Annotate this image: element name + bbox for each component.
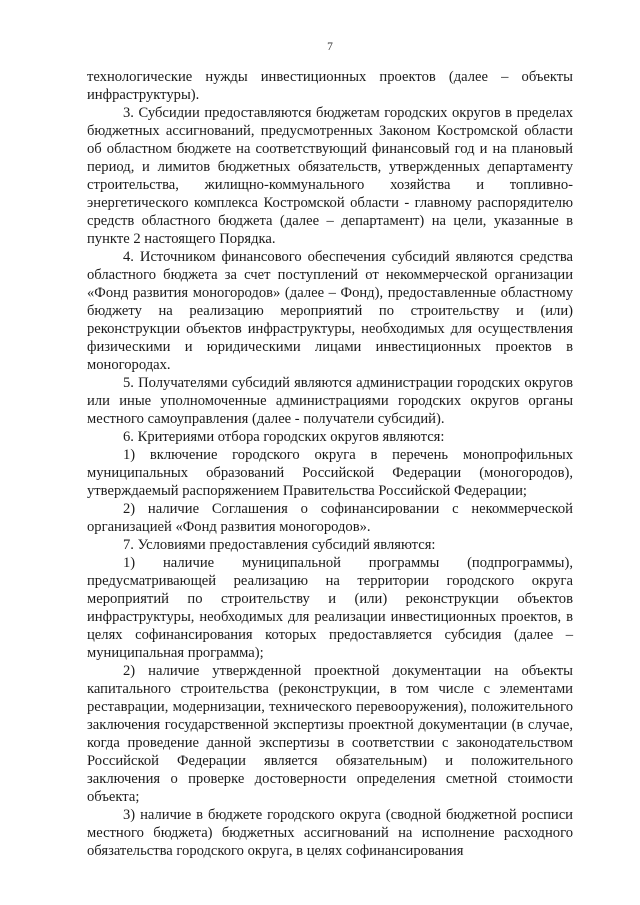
paragraph-item-7: 7. Условиями предоставления субсидий являются:: [123, 537, 436, 553]
page-number: 7: [327, 41, 333, 53]
document-body: [87, 68, 573, 860]
paragraph-item-7-1: 1) наличие муниципальной программы (подпрограммы), предусматривающей реализацию на территории городского округа мероприятий по строительству и (или) реконструкции объектов инфраструктуры, необходимых для реализации инвестиционных проектов, в целях софинансирования которых предоставляется субсидия (далее – муниципальная программа);: [87, 555, 573, 661]
paragraph-item-6-2: 2) наличие Соглашения о софинансировании с некоммерческой организацией «Фонд развития моногородов».: [87, 501, 573, 535]
paragraph-item-6-1: 1) включение городского округа в перечень монопрофильных муниципальных образований Российской Федерации (моногородов), утверждаемый распоряжением Правительства Российской Федерации;: [87, 447, 573, 499]
paragraph-item-5: 5. Получателями субсидий являются администрации городских округов или иные уполномоченные администрациями городских округов органы местного самоуправления (далее - получатели субсидий).: [87, 375, 573, 427]
paragraph-continuation: технологические нужды инвестиционных проектов (далее – объекты инфраструктуры).: [87, 69, 573, 103]
paragraph-item-7-2: 2) наличие утвержденной проектной документации на объекты капитального строительства (реконструкции, в том числе с элементами реставрации, модернизации, технического перевооружения), положительного заключения государственной экспертизы проектной документации (в случае, когда проведение данной экспертизы в соответствии с законодательством Российской Федерации является обязательным) и положительного заключения о проверке достоверности определения сметной стоимости объекта;: [87, 663, 573, 805]
paragraph-item-7-3: 3) наличие в бюджете городского округа (сводной бюджетной росписи местного бюджета) бюджетных ассигнований на исполнение расходного обязательства городского округа, в целях софинансирования: [87, 807, 573, 859]
paragraph-item-4: 4. Источником финансового обеспечения субсидий являются средства областного бюджета за счет поступлений от некоммерческой организации «Фонд развития моногородов» (далее – Фонд), предоставленные областному бюджету на реализацию мероприятий по строительству и (или) реконструкции объектов инфраструктуры, необходимых для осуществления физическими и юридическими лицами инвестиционных проектов в моногородах.: [87, 249, 573, 373]
paragraph-item-6: 6. Критериями отбора городских округов являются:: [123, 429, 445, 445]
paragraph-item-3: 3. Субсидии предоставляются бюджетам городских округов в пределах бюджетных ассигнований, предусмотренных Законом Костромской области об областном бюджете на соответствующий финансовый год и на плановый период, и лимитов бюджетных обязательств, утвержденных департаменту строительства, жилищно-коммунального хозяйства и топливно-энергетического комплекса Костромской области - главному распорядителю средств областного бюджета (далее – департамент) на цели, указанные в пункте 2 настоящего Порядка.: [87, 105, 573, 247]
